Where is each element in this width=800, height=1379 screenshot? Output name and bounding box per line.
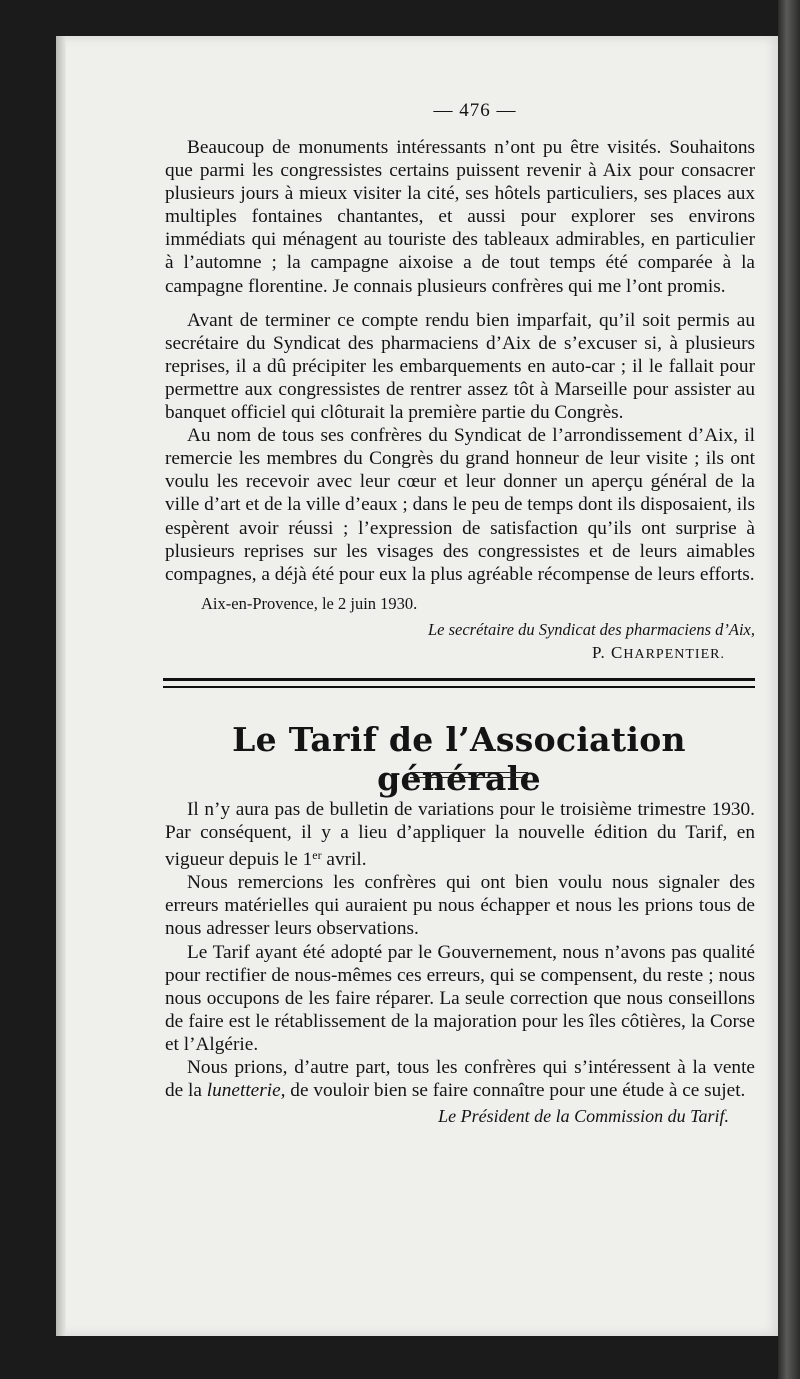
paragraph-gouvernement: Le Tarif ayant été adopté par le Gouvernement, nous n’avons pas qualité pour rectifier de nous-mêmes ces erreurs, qui se compensent, du reste ; nous nous occupons de les faire réparer. La seule correction que nous conseillons de faire est le rétablissement de la majoration pour les îles côtières, la Corse et l’Algérie.	[165, 941, 755, 1055]
lunetterie-italic: lunetterie,	[206, 1080, 286, 1102]
article-title: Le Tarif de l’Association générale	[232, 720, 686, 798]
paragraph-remercions: Nous remercions les confrères qui ont bien voulu nous signaler des erreurs matérielles qui auraient pu nous échapper et nous les prions tous de nous adresser leurs observations.	[165, 872, 755, 940]
paragraph-remerciements: Au nom de tous ses confrères du Syndicat de l’arrondissement d’Aix, il remercie les membres du Congrès du grand honneur de leur visite ; ils ont voulu les recevoir avec leur cœur et leur donner un aperçu général de la ville d’art et de la ville d’eaux ; dans le peu de temps dont ils disposaient, ils espèrent avoir réussi ; l’expression de satisfaction qu’ils ont surprise à plusieurs reprises sur les visages des congressistes et de leurs aimables compagnes, a déjà été pour eux la plus agréable récompense de leurs efforts.	[165, 425, 755, 585]
paragraph-monuments: Beaucoup de monuments intéressants n’ont pu être visités. Souhaitons que parmi les congressistes certains puissent revenir à Aix pour consacrer plusieurs jours à mieux visiter la cité, ses hôtels particuliers, ses places aux multiples fontaines chantantes, et aussi pour explorer ses environs immédiats qui ménagent au touriste des tableaux admirables, en particulier à l’automne ; la campagne aixoise a de tout temps été comparée à la campagne florentine. Je connais plusieurs confrères qui me l’ont promis.	[165, 137, 755, 297]
article-syndicat-aix	[165, 100, 755, 663]
book-edge	[778, 0, 800, 1379]
president-signature: Le Président de la Commission du Tarif.	[438, 1106, 729, 1127]
paragraph-bulletin-end: avril.	[321, 849, 367, 871]
paragraph-lunetterie-text: Nous prions, d’autre part, tous les confrères qui s’intéressent à la vente de la	[165, 1057, 755, 1102]
dateline: Aix-en-Provence, le 2 juin 1930.	[201, 593, 418, 613]
title-ornament-rule	[410, 772, 528, 778]
section-divider	[163, 678, 755, 688]
paragraph-lunetterie-end: de vouloir bien se faire connaître pour une étude à ce sujet.	[285, 1080, 746, 1102]
signature-initial: P. C	[591, 642, 624, 662]
divider-thick-rule	[163, 678, 755, 681]
divider-thin-rule	[163, 686, 755, 688]
page-number: — 476 —	[433, 100, 517, 121]
signature-smallcaps: HARPENTIER.	[623, 646, 725, 662]
paragraph-bulletin	[165, 798, 755, 871]
signature-name	[165, 643, 755, 663]
article-tarif	[165, 798, 755, 1127]
signature-title: Le secrétaire du Syndicat des pharmaciens d’Aix,	[427, 619, 755, 639]
superscript-er: er	[312, 848, 322, 863]
paragraph-excuses: Avant de terminer ce compte rendu bien imparfait, qu’il soit permis au secrétaire du Syndicat des pharmaciens d’Aix de s’excuser si, à plusieurs reprises, il a dû précipiter les embarquements en auto-car ; il le fallait pour permettre aux congressistes de rentrer assez tôt à Marseille pour assister au banquet officiel qui clôturait la première partie du Congrès.	[165, 309, 755, 424]
paragraph-lunetterie	[165, 1056, 755, 1102]
page-binding	[56, 36, 66, 1336]
paragraph-bulletin-text: Il n’y aura pas de bulletin de variations pour le troisième trimestre 1930. Par conséquent, il y a lieu d’appliquer la nouvelle édition du Tarif, en vigueur depuis le 1	[165, 799, 755, 871]
